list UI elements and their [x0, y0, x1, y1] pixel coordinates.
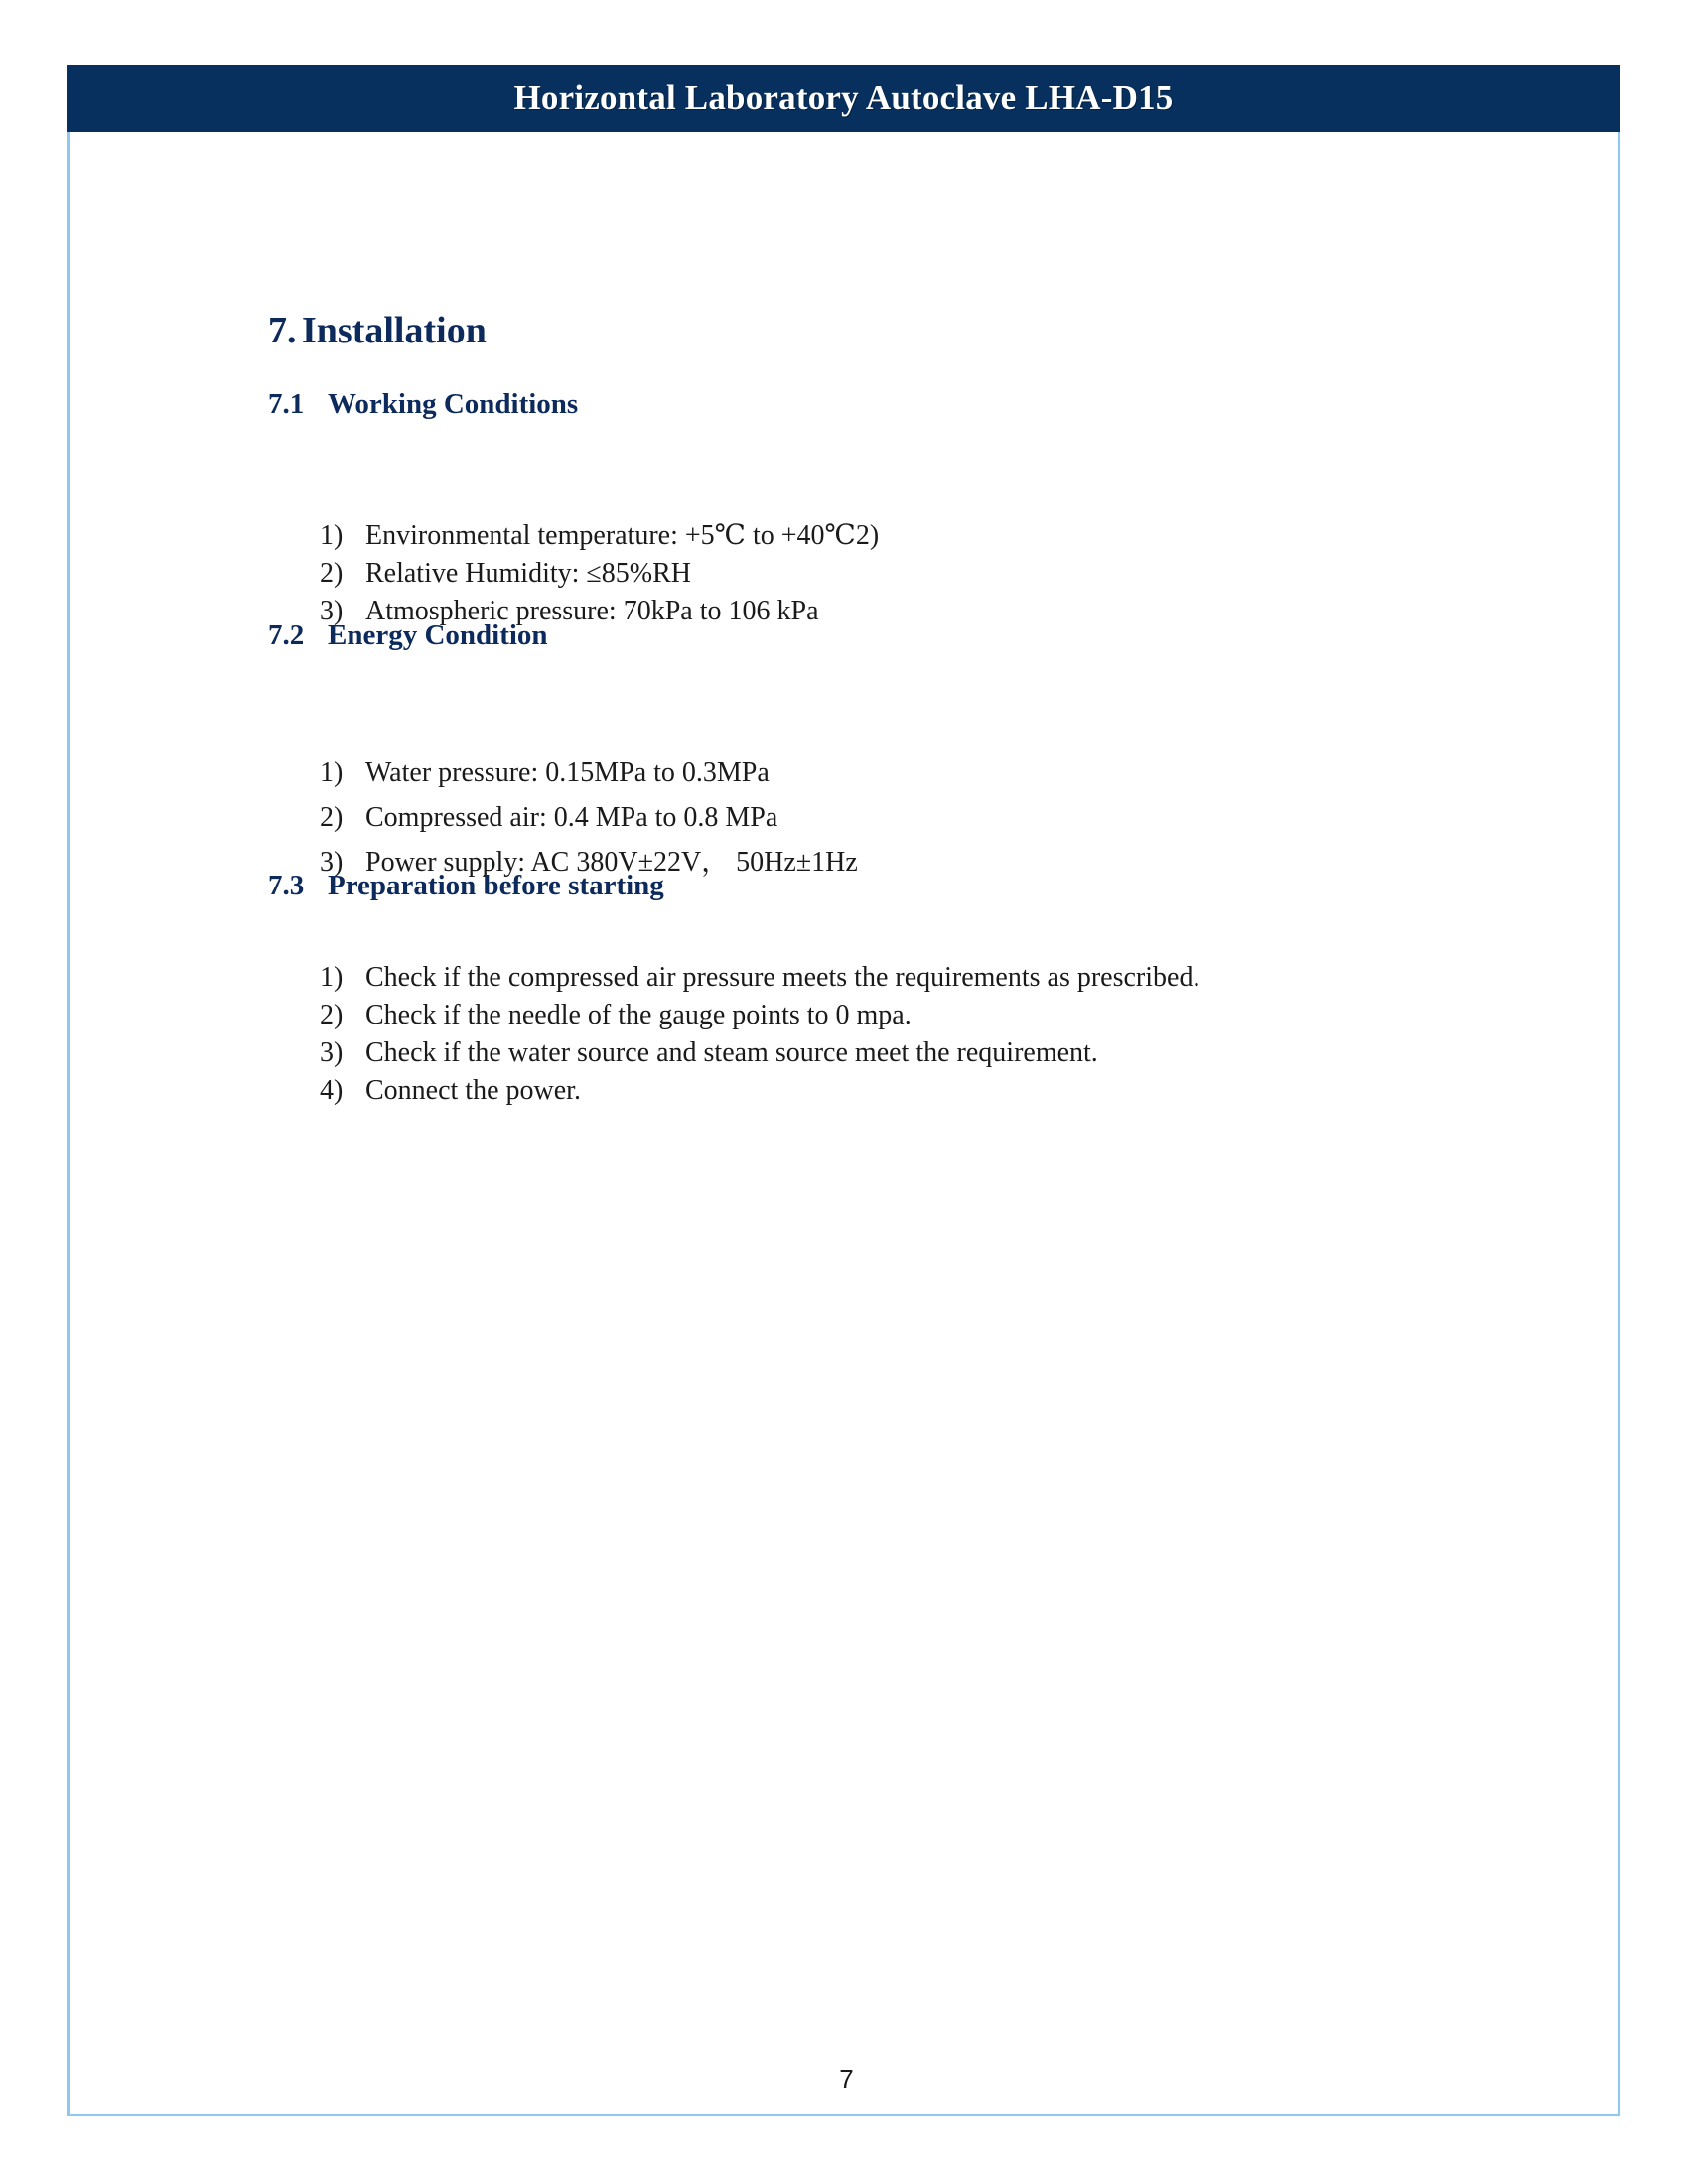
section-number-7-2: 7.2 — [268, 619, 305, 651]
list-item — [320, 997, 1199, 1034]
list-energy-condition — [320, 751, 858, 885]
document-header-banner — [67, 65, 1620, 132]
list-marker: 1) — [320, 520, 344, 551]
section-title-7-1: Working Conditions — [328, 388, 579, 420]
list-preparation-before-starting — [320, 959, 1199, 1110]
document-title: Horizontal Laboratory Autoclave LHA-D15 — [513, 78, 1174, 117]
list-text: Environmental temperature: +5℃ to +40℃2) — [365, 520, 880, 551]
list-marker: 2) — [320, 1000, 344, 1030]
list-text: Power supply: AC 380V±22V， 50Hz±1Hz — [365, 847, 858, 878]
list-item — [320, 517, 879, 555]
list-marker: 4) — [320, 1075, 344, 1106]
list-item — [320, 555, 879, 593]
list-text: Compressed air: 0.4 MPa to 0.8 MPa — [365, 802, 778, 833]
section-number-7-1: 7.1 — [268, 388, 305, 420]
list-marker: 2) — [320, 802, 344, 833]
list-marker: 1) — [320, 962, 344, 993]
list-text: Relative Humidity: ≤85%RH — [365, 558, 692, 589]
list-text: Connect the power. — [365, 1075, 581, 1106]
chapter-heading — [268, 309, 487, 352]
chapter-number: 7. — [268, 310, 297, 351]
list-item — [320, 795, 858, 840]
list-item — [320, 751, 858, 795]
list-text: Check if the compressed air pressure meets the requirements as prescribed. — [365, 962, 1200, 993]
list-marker: 3) — [320, 847, 344, 878]
list-marker: 3) — [320, 1037, 344, 1068]
chapter-title: Installation — [302, 310, 487, 351]
list-working-conditions — [320, 517, 879, 630]
list-item — [320, 1072, 1199, 1110]
list-text: Atmospheric pressure: 70kPa to 106 kPa — [365, 596, 819, 626]
section-number-7-3: 7.3 — [268, 870, 305, 901]
list-marker: 1) — [320, 757, 344, 788]
list-item — [320, 959, 1199, 997]
list-text: Water pressure: 0.15MPa to 0.3MPa — [365, 757, 770, 788]
section-title-7-2: Energy Condition — [328, 619, 548, 651]
list-marker: 3) — [320, 596, 344, 626]
page-number: 7 — [839, 2064, 854, 2094]
section-heading-7-1 — [268, 388, 578, 421]
list-text: Check if the water source and steam source meet the requirement. — [365, 1037, 1098, 1068]
document-page — [67, 65, 1620, 2116]
list-marker: 2) — [320, 558, 344, 589]
section-heading-7-2 — [268, 619, 548, 652]
section-heading-7-3 — [268, 870, 664, 902]
list-item — [320, 1034, 1199, 1072]
list-text: Check if the needle of the gauge points to 0 mpa. — [365, 1000, 912, 1030]
section-title-7-3: Preparation before starting — [328, 870, 664, 901]
